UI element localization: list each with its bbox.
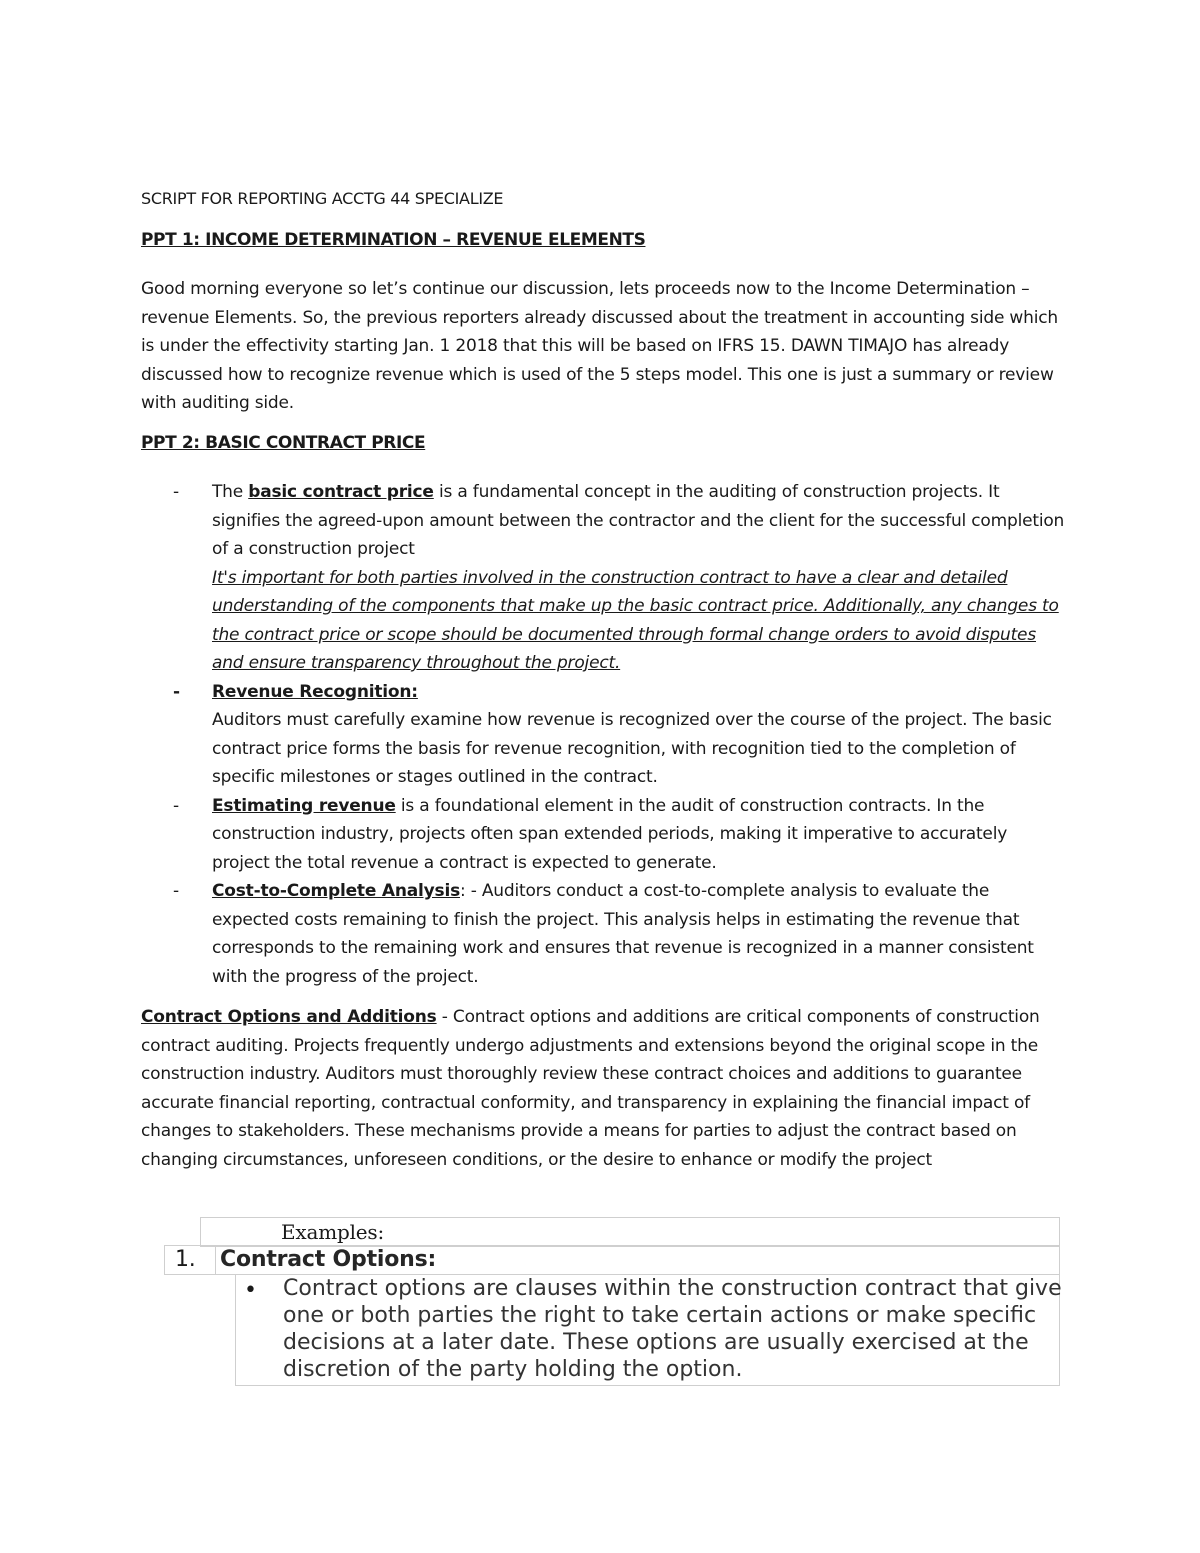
ppt1-body: Good morning everyone so let’s continue our discussion, lets proceeds now to the Income Determination – revenue Elements. So, the previous reporters already discussed about the treatment in accounting side which is under the effectivity starting Jan. 1 2018 that this will be based on IFRS 15. DAWN TIMAJO has already discussed how to recognize revenue which is used of the 5 steps model. This one is just a summary or review with auditing side. xyxy=(141,279,1058,413)
bullet-dash: - xyxy=(173,482,179,502)
examples-title: Contract Options: xyxy=(220,1247,437,1272)
examples-title-row xyxy=(164,1245,1060,1275)
cell-divider xyxy=(215,1246,216,1274)
ppt2-bullet-list xyxy=(141,478,1066,991)
ppt2-heading: PPT 2: BASIC CONTRACT PRICE xyxy=(141,433,426,453)
examples-body-row xyxy=(235,1274,1060,1386)
bullet-dash: - xyxy=(173,795,179,816)
bullet-text: is a foundational element in the audit of construction contracts. In the construction industry, projects often span extended periods, making it imperative to accurately project the total revenue a contract is expected to generate. xyxy=(212,795,1008,873)
bullet-basic-contract-price xyxy=(141,478,1066,678)
bullet-estimating-revenue xyxy=(141,792,1066,878)
examples-table xyxy=(164,1217,1060,1387)
bullet-dash: - xyxy=(173,881,179,901)
contract-options-text: - Contract options and additions are critical components of construction contract auditing. Projects frequently undergo adjustments and extensions beyond the original scope in the construction industry. Auditors must thoroughly review these contract choices and additions to guarantee accurate financial reporting, contractual conformity, and transparency in explaining the financial impact of changes to stakeholders. These mechanisms provide a means for parties to adjust the contract based on changing circumstances, unforeseen conditions, or the desire to enhance or modify the project xyxy=(141,1007,1040,1170)
bullet-cost-to-complete xyxy=(141,877,1066,991)
term-basic-contract-price: basic contract price xyxy=(248,482,434,502)
examples-label-row xyxy=(200,1217,1060,1247)
ppt1-heading: PPT 1: INCOME DETERMINATION – REVENUE ELEMENTS xyxy=(141,230,646,250)
bullet-revenue-recognition xyxy=(141,678,1066,792)
bullet-text: : - Auditors conduct a cost-to-complete analysis to evaluate the expected costs remaining to finish the project. This analysis helps in estimating the revenue that corresponds to the remaining work and ensures that revenue is recognized in a manner consistent with the progress of the project. xyxy=(212,881,1034,987)
bullet-text: is a fundamental concept in the auditing of construction projects. It signifies the agreed-upon amount between the contractor and the client for the successful completion of a construction project xyxy=(212,482,1065,559)
term-estimating-revenue: Estimating revenue xyxy=(212,795,396,816)
term-revenue-recognition: Revenue Recognition: xyxy=(212,681,418,702)
bullet-prefix: The xyxy=(212,482,249,502)
doc-title: SCRIPT FOR REPORTING ACCTG 44 SPECIALIZE xyxy=(141,189,504,208)
bullet-dot: • xyxy=(244,1278,257,1303)
term-cost-to-complete: Cost-to-Complete Analysis xyxy=(212,881,460,901)
bullet-text: Auditors must carefully examine how revenue is recognized over the course of the project. The basic contract price forms the basis for revenue recognition, with recognition tied to the completion of specific milestones or stages outlined in the contract. xyxy=(212,710,1052,787)
examples-label: Examples: xyxy=(281,1220,385,1244)
bullet-italic-note: It's important for both parties involved in the construction contract to have a clear and detailed understanding of the components that make up the basic contract price. Additionally, any changes to the contract price or scope should be documented through formal change orders to avoid disputes and ensure transparency throughout the project. xyxy=(212,567,1059,673)
contract-options-paragraph xyxy=(141,1003,1071,1174)
bullet-dash: - xyxy=(173,681,180,702)
examples-text: Contract options are clauses within the construction contract that give one or both parties the right to take certain actions or make specific decisions at a later date. These options are usually exercised at the discretion of the party holding the option. xyxy=(283,1276,1062,1382)
list-number: 1. xyxy=(175,1247,196,1272)
term-contract-options: Contract Options and Additions xyxy=(141,1007,437,1027)
